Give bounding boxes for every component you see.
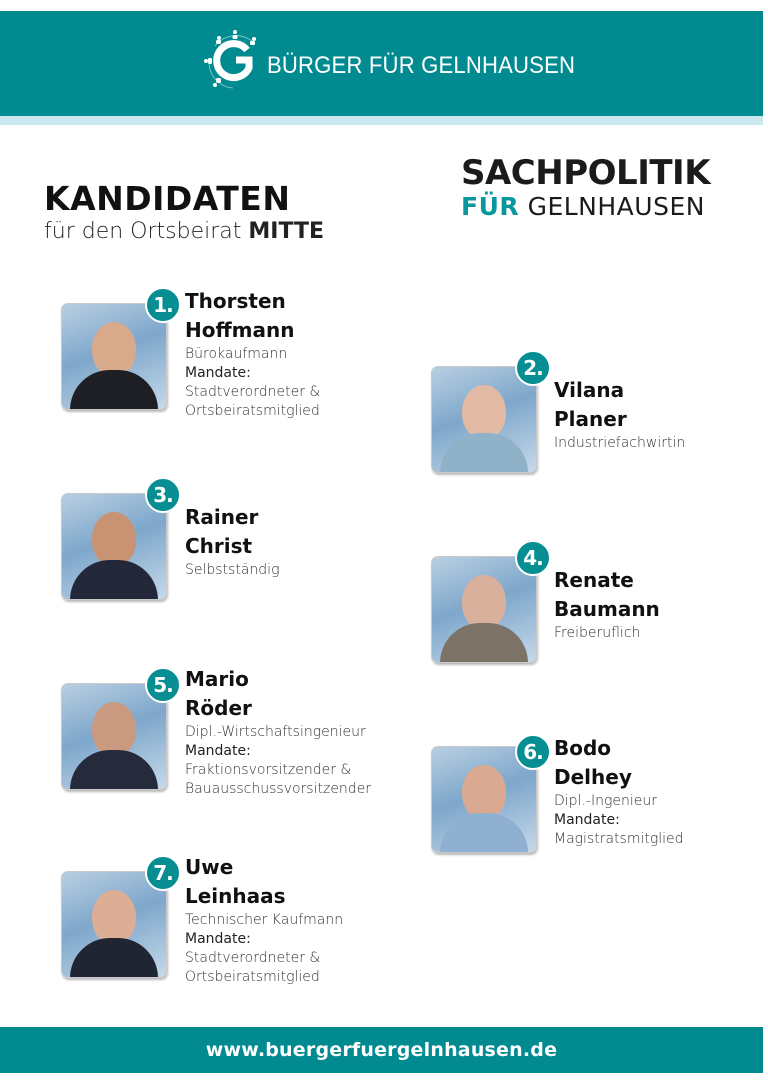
candidate-occupation: Technischer Kaufmann [185, 912, 344, 928]
candidate-first-name: Mario [185, 667, 249, 691]
candidate-number-badge: 4. [515, 540, 551, 576]
candidate-occupation: Selbstständig [185, 562, 280, 578]
candidate-last-name: Christ [185, 534, 253, 558]
candidate-first-name: Vilana [554, 378, 625, 402]
candidate-last-name: Delhey [554, 765, 632, 789]
slogan-subtitle [461, 193, 710, 221]
g-circle-people-logo-icon [203, 28, 267, 99]
subtitle-district: MITTE [248, 219, 324, 244]
page-title: KANDIDATEN [44, 179, 291, 218]
mandate-line: Fraktionsvorsitzender & [185, 762, 352, 778]
slogan [461, 153, 710, 221]
logo[interactable] [203, 30, 602, 96]
mandate-label: Mandate: [185, 743, 251, 759]
header-accent-strip [0, 116, 763, 125]
candidate-first-name: Rainer [185, 505, 259, 529]
mandate-line: Magistratsmitglied [554, 831, 684, 847]
candidate-occupation: Industriefachwirtin [554, 435, 686, 451]
candidate-occupation: Dipl.-Wirtschaftsingenieur [185, 724, 366, 740]
mandate-line: Ortsbeiratsmitglied [185, 403, 320, 419]
candidate-occupation: Bürokaufmann [185, 346, 288, 362]
mandate-label: Mandate: [185, 931, 251, 947]
mandate-line: Stadtverordneter & [185, 950, 321, 966]
mandate-label: Mandate: [185, 365, 251, 381]
slogan-title: SACHPOLITIK [461, 153, 711, 193]
candidate-occupation: Dipl.-Ingenieur [554, 793, 657, 809]
subtitle-prefix: für den Ortsbeirat [44, 219, 249, 244]
candidate-number-badge: 2. [515, 350, 551, 386]
candidate-occupation: Freiberuflich [554, 625, 641, 641]
candidate-last-name: Röder [185, 696, 252, 720]
candidate-first-name: Thorsten [185, 289, 286, 313]
mandate-line: Ortsbeiratsmitglied [185, 969, 320, 985]
candidate-number-badge: 3. [145, 477, 181, 513]
footer-banner [0, 1027, 763, 1073]
logo-text: BÜRGER FÜR GELNHAUSEN [267, 52, 576, 79]
slogan-accent: FÜR [461, 192, 520, 221]
candidate-first-name: Uwe [185, 855, 234, 879]
mandate-line: Bauausschussvorsitzender [185, 781, 372, 797]
candidate-last-name: Baumann [554, 597, 660, 621]
page-subtitle [44, 218, 324, 246]
candidate-first-name: Renate [554, 568, 634, 592]
website-link[interactable]: www.buergerfuergelnhausen.de [205, 1039, 558, 1061]
candidate-number-badge: 6. [515, 734, 551, 770]
candidate-number-badge: 1. [145, 287, 181, 323]
candidate-last-name: Planer [554, 407, 627, 431]
slogan-rest: GELNHAUSEN [519, 192, 705, 221]
mandate-line: Stadtverordneter & [185, 384, 321, 400]
candidate-number-badge: 7. [145, 855, 181, 891]
candidate-last-name: Hoffmann [185, 318, 295, 342]
candidate-first-name: Bodo [554, 736, 612, 760]
candidate-number-badge: 5. [145, 667, 181, 703]
candidate-last-name: Leinhaas [185, 884, 286, 908]
mandate-label: Mandate: [554, 812, 620, 828]
candidates-heading [44, 180, 324, 246]
